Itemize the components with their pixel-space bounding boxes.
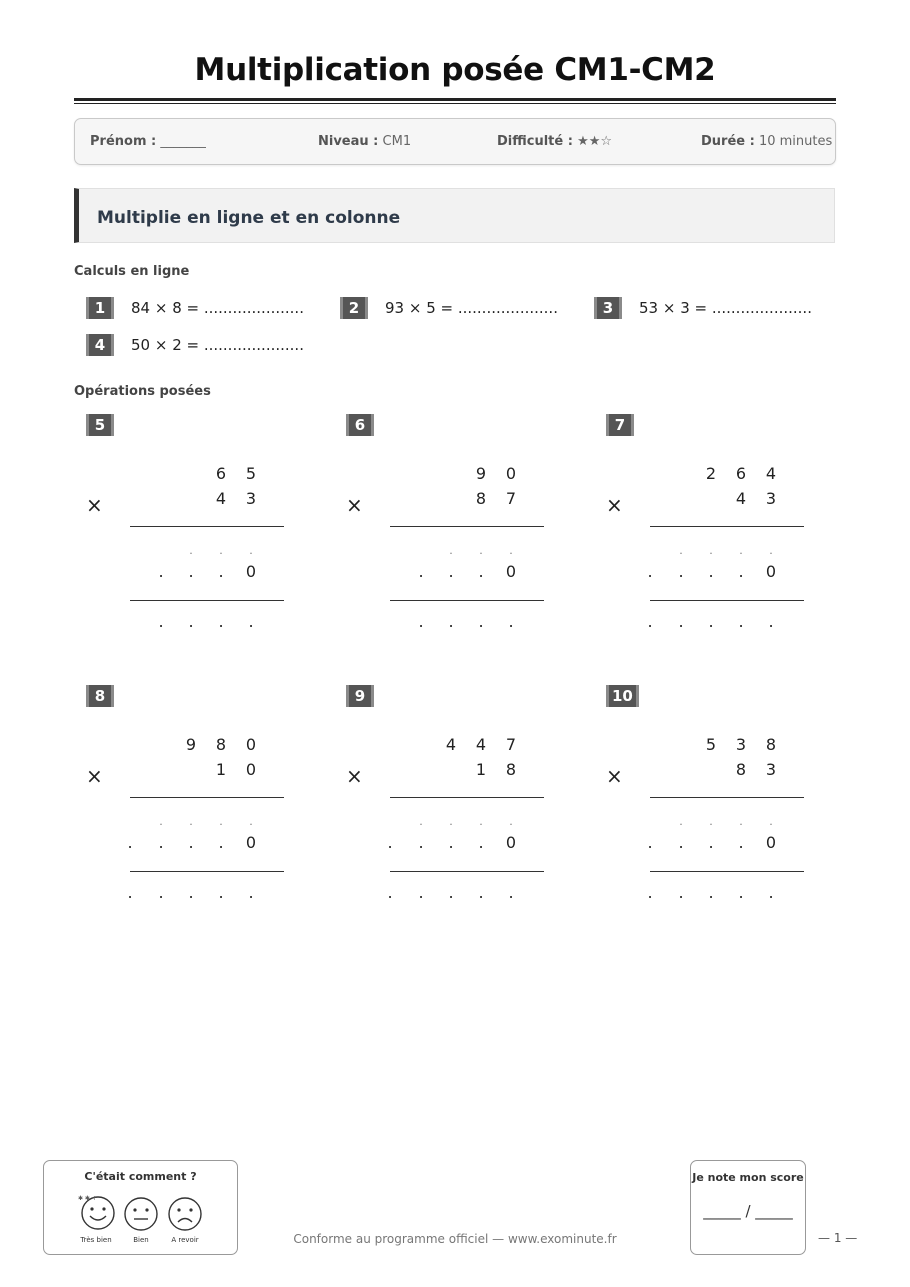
difficulte-value: ★★☆ [577,134,613,149]
partial-product-digit[interactable]: . [769,544,773,557]
operation-rule [130,526,284,527]
multiply-sign: × [86,764,103,788]
partial-product-digit[interactable]: . [218,562,224,581]
partial-product-digit[interactable]: . [678,562,684,581]
partial-product-digit[interactable]: 0 [765,833,777,852]
partial-product-digit[interactable]: . [159,815,163,828]
posed-operation [606,414,836,654]
exercise-number: 10 [606,685,639,707]
multiplier-digit: 8 [475,489,487,508]
posed-operation [86,414,316,654]
section-banner [74,188,835,243]
partial-product-digit[interactable]: . [478,833,484,852]
multiplicand-digit: 5 [705,735,717,754]
result-digit[interactable]: . [218,883,224,902]
page-number: — 1 — [818,1231,858,1245]
happy-face-icon[interactable] [76,1191,116,1231]
partial-product-digit[interactable]: . [127,833,133,852]
partial-product-digit[interactable]: . [249,815,253,828]
multiplicand-digit: 3 [735,735,747,754]
multiplicand-digit: 9 [475,464,487,483]
result-digit[interactable]: . [248,883,254,902]
partial-product-digit[interactable]: . [479,815,483,828]
result-digit[interactable]: . [188,883,194,902]
duree-label: Durée : [701,134,755,149]
inline-calc: 53 × 3 = ..................... [639,299,812,317]
multiplier-digit: 3 [765,760,777,779]
multiplicand-digit: 9 [185,735,197,754]
partial-product-digit[interactable]: . [709,815,713,828]
result-digit[interactable]: . [508,612,514,631]
partial-product-digit[interactable]: . [647,833,653,852]
inline-heading: Calculs en ligne [74,264,190,279]
title-rule-thin [74,103,836,104]
exercise-number: 4 [86,334,114,356]
operation-rule [130,600,284,601]
multiplicand-digit: 4 [475,735,487,754]
partial-product-digit[interactable]: . [418,833,424,852]
partial-product-digit[interactable]: . [679,815,683,828]
multiplier-digit: 7 [505,489,517,508]
multiplicand-digit: 8 [765,735,777,754]
partial-product-digit[interactable]: . [188,562,194,581]
result-digit[interactable]: . [508,883,514,902]
multiplicand-digit: 6 [215,464,227,483]
multiplier-digit: 4 [215,489,227,508]
multiplicand-digit: 6 [735,464,747,483]
feedback-title: C'était comment ? [84,1170,197,1183]
multiplier-digit: 0 [245,760,257,779]
multiplier-digit: 1 [215,760,227,779]
result-digit[interactable]: . [387,883,393,902]
inline-calc: 93 × 5 = ..................... [385,299,558,317]
partial-product-digit[interactable]: . [449,815,453,828]
multiplier-digit: 3 [765,489,777,508]
result-digit[interactable]: . [738,883,744,902]
result-digit[interactable]: . [678,883,684,902]
multiply-sign: × [86,493,103,517]
score-title: Je note mon score [692,1171,804,1184]
multiplicand-digit: 2 [705,464,717,483]
page-title: Multiplication posée CM1-CM2 [194,52,716,88]
posed-operation [346,685,576,925]
result-digit[interactable]: . [158,883,164,902]
partial-product-digit[interactable]: . [158,562,164,581]
posed-operation [86,685,316,925]
result-digit[interactable]: . [768,883,774,902]
exercise-number: 7 [606,414,634,436]
result-digit[interactable]: . [188,612,194,631]
partial-product-digit[interactable]: . [738,833,744,852]
posed-operation [346,414,576,654]
partial-product-digit[interactable]: . [189,544,193,557]
partial-product-digit[interactable]: . [449,544,453,557]
svg-text:✱ ✱ +: ✱ ✱ + [78,1195,97,1202]
inline-calc: 50 × 2 = ..................... [131,336,304,354]
partial-product-digit[interactable]: . [219,815,223,828]
partial-product-digit[interactable]: . [769,815,773,828]
partial-product-digit[interactable]: . [218,833,224,852]
partial-product-digit[interactable]: . [448,833,454,852]
multiply-sign: × [346,493,363,517]
multiplicand-digit: 8 [215,735,227,754]
multiply-sign: × [606,493,623,517]
niveau-info [318,134,411,149]
partial-product-digit[interactable]: 0 [765,562,777,581]
partial-product-digit[interactable]: . [739,544,743,557]
partial-product-digit[interactable]: . [418,562,424,581]
operation-rule [390,871,544,872]
exercise-number: 9 [346,685,374,707]
multiplier-digit: 1 [475,760,487,779]
operation-rule [650,797,804,798]
niveau-label: Niveau : [318,134,379,149]
partial-product-digit[interactable]: 0 [245,833,257,852]
multiplier-digit: 8 [735,760,747,779]
duree-info [701,134,832,149]
exercise-number: 3 [594,297,622,319]
niveau-value: CM1 [382,134,412,149]
operation-rule [650,526,804,527]
partial-product-digit[interactable]: . [708,562,714,581]
result-digit[interactable]: . [678,612,684,631]
difficulte-info [497,134,612,149]
neutral-face-icon[interactable] [122,1195,160,1233]
prenom-field[interactable] [90,134,206,149]
multiplicand-digit: 4 [765,464,777,483]
exercise-number: 5 [86,414,114,436]
result-digit[interactable]: . [418,612,424,631]
partial-product-digit[interactable]: . [479,544,483,557]
partial-product-digit[interactable]: . [478,562,484,581]
partial-product-digit[interactable]: 0 [505,562,517,581]
result-digit[interactable]: . [647,883,653,902]
posed-heading: Opérations posées [74,384,211,399]
result-digit[interactable]: . [478,612,484,631]
duree-value: 10 minutes [758,134,833,149]
partial-product-digit[interactable]: . [219,544,223,557]
result-digit[interactable]: . [248,612,254,631]
multiply-sign: × [346,764,363,788]
partial-product-digit[interactable]: . [678,833,684,852]
result-digit[interactable]: . [768,612,774,631]
partial-product-digit[interactable]: . [249,544,253,557]
partial-product-digit[interactable]: . [647,562,653,581]
partial-product-digit[interactable]: . [738,562,744,581]
partial-product-digit[interactable]: . [509,544,513,557]
operation-rule [130,871,284,872]
partial-product-digit[interactable]: . [419,815,423,828]
result-digit[interactable]: . [708,883,714,902]
multiplicand-digit: 7 [505,735,517,754]
exercise-number: 1 [86,297,114,319]
result-digit[interactable]: . [218,612,224,631]
operation-rule [390,797,544,798]
operation-rule [390,526,544,527]
result-digit[interactable]: . [647,612,653,631]
footer-text: Conforme au programme officiel — www.exominute.fr [293,1232,617,1246]
exercise-number: 6 [346,414,374,436]
result-digit[interactable]: . [708,612,714,631]
operation-rule [390,600,544,601]
partial-product-digit[interactable]: . [709,544,713,557]
partial-product-digit[interactable]: . [158,833,164,852]
multiplicand-digit: 5 [245,464,257,483]
prenom-value: _______ [160,134,206,149]
result-digit[interactable]: . [478,883,484,902]
result-digit[interactable]: . [158,612,164,631]
feedback-box [43,1160,238,1255]
difficulte-label: Difficulté : [497,134,573,149]
inline-calc: 84 × 8 = ..................... [131,299,304,317]
operation-rule [650,871,804,872]
result-digit[interactable]: . [738,612,744,631]
feedback-label: A revoir [171,1236,199,1244]
score-input-line[interactable]: _____ / _____ [703,1202,793,1220]
result-digit[interactable]: . [448,612,454,631]
result-digit[interactable]: . [418,883,424,902]
exercise-number: 8 [86,685,114,707]
partial-product-digit[interactable]: . [679,544,683,557]
posed-operation [606,685,836,925]
partial-product-digit[interactable]: . [188,833,194,852]
multiplicand-digit: 0 [505,464,517,483]
partial-product-digit[interactable]: . [387,833,393,852]
multiplier-digit: 8 [505,760,517,779]
feedback-label: Très bien [80,1236,112,1244]
title-rule-thick [74,98,836,101]
sad-face-icon[interactable] [166,1195,204,1233]
partial-product-digit[interactable]: 0 [505,833,517,852]
partial-product-digit[interactable]: . [509,815,513,828]
operation-rule [650,600,804,601]
multiplier-digit: 4 [735,489,747,508]
operation-rule [130,797,284,798]
multiplier-digit: 3 [245,489,257,508]
multiplicand-digit: 0 [245,735,257,754]
score-box [690,1160,806,1255]
partial-product-digit[interactable]: . [708,833,714,852]
partial-product-digit[interactable]: 0 [245,562,257,581]
feedback-label: Bien [133,1236,149,1244]
partial-product-digit[interactable]: . [448,562,454,581]
exercise-number: 2 [340,297,368,319]
result-digit[interactable]: . [127,883,133,902]
prenom-label: Prénom : [90,134,157,149]
multiply-sign: × [606,764,623,788]
partial-product-digit[interactable]: . [739,815,743,828]
multiplicand-digit: 4 [445,735,457,754]
info-box [74,118,836,165]
result-digit[interactable]: . [448,883,454,902]
partial-product-digit[interactable]: . [189,815,193,828]
section-title: Multiplie en ligne et en colonne [97,208,401,228]
